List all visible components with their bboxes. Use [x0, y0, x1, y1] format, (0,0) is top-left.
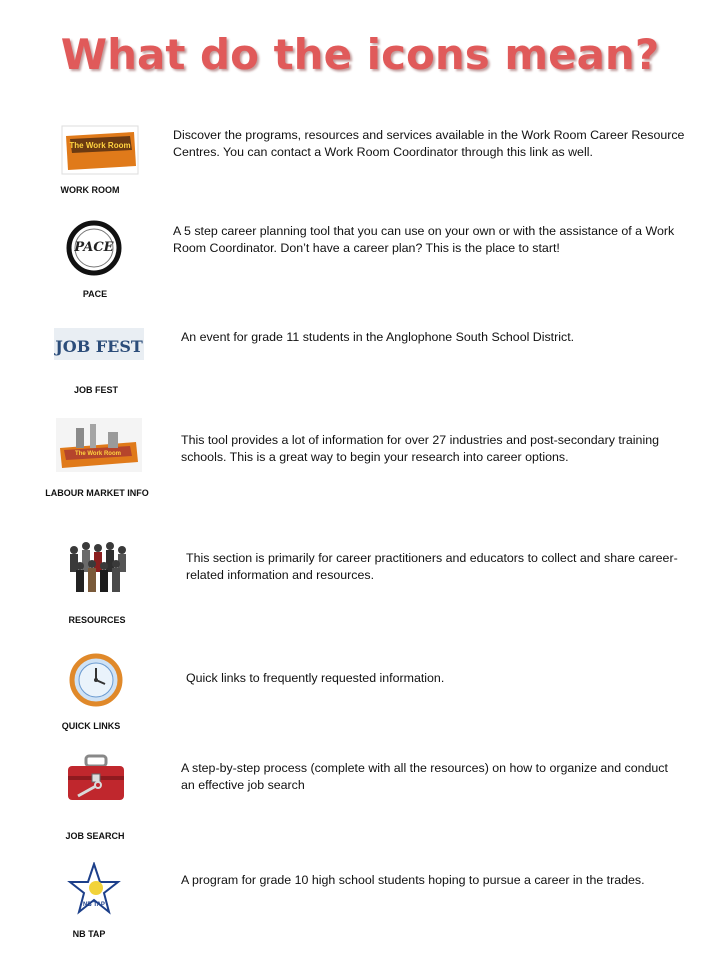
- icon-label-labour-market: LABOUR MARKET INFO: [45, 488, 149, 498]
- description-resources: This section is primarily for career practitioners and educators to collect and share career-related information and resources.: [186, 551, 678, 582]
- description-nb-tap: A program for grade 10 high school students hoping to pursue a career in the trades.: [181, 873, 645, 887]
- description-quick-links: Quick links to frequently requested information.: [186, 671, 445, 685]
- description-labour-market: This tool provides a lot of information for over 27 industries and post-secondary training schools. This is a great way to begin your research into career options.: [181, 433, 659, 464]
- resources-icon[interactable]: [64, 536, 144, 600]
- icon-label-work-room: WORK ROOM: [60, 185, 120, 195]
- description-pace: A 5 step career planning tool that you can use on your own or with the assistance of a Work Room Coordinator. Don’t have a career plan? This is the place to start!: [173, 224, 675, 255]
- description-job-search: A step-by-step process (complete with all the resources) on how to organize and conduct an effective job search: [181, 761, 668, 792]
- work-room-icon[interactable]: [60, 122, 140, 186]
- icon-label-job-search: JOB SEARCH: [65, 831, 125, 841]
- work-room-logo-text: The Work Room: [69, 141, 131, 150]
- nb-tap-icon[interactable]: [66, 862, 146, 926]
- job-fest-logo-text: JOB FEST: [55, 337, 143, 356]
- description-job-fest: An event for grade 11 students in the Anglophone South School District.: [181, 330, 575, 344]
- pace-icon[interactable]: [64, 218, 144, 282]
- job-search-icon[interactable]: [62, 752, 142, 816]
- labour-market-logo-text: The Work Room: [75, 451, 121, 457]
- page-title: What do the icons mean?: [60, 30, 660, 79]
- quick-links-icon[interactable]: [66, 650, 146, 714]
- job-fest-icon[interactable]: [54, 322, 143, 386]
- description-work-room: Discover the programs, resources and services available in the Work Room Career Resource Centres. You can contact a Work Room Coordinator through this link as well.: [173, 128, 685, 159]
- labour-market-icon[interactable]: [56, 418, 136, 482]
- nb-tap-logo-text: NB TAP: [83, 902, 105, 908]
- pace-logo-text: PACE: [74, 240, 114, 255]
- icon-label-nb-tap: NB TAP: [72, 929, 106, 939]
- icon-label-resources: RESOURCES: [68, 615, 126, 625]
- icon-label-quick-links: QUICK LINKS: [61, 721, 121, 731]
- icon-label-job-fest: JOB FEST: [73, 385, 118, 395]
- icon-label-pace: PACE: [82, 289, 108, 299]
